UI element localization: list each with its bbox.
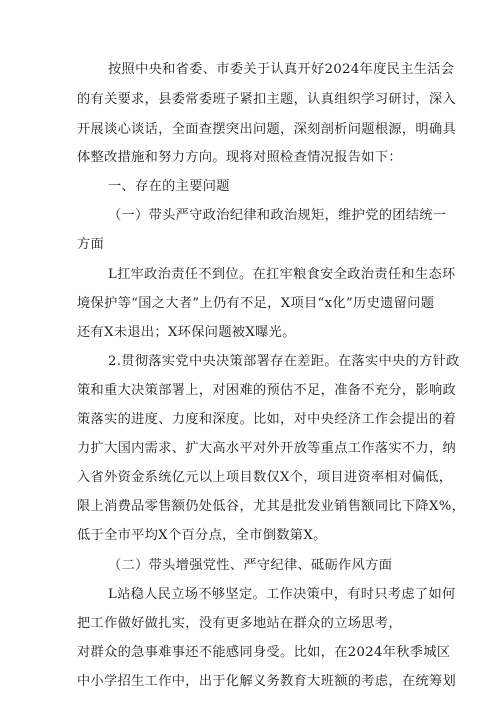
paragraph-item-2-line-5: 入省外资金系统亿元以上项目数仅X个，项目进资率相对偏低， [77, 470, 453, 485]
paragraph-item-1-line-2: 境保护等“国之大者”上仍有不足，X项目“x化”历史遗留问题 [77, 296, 435, 311]
paragraph-item-3-line-1: L站稳人民立场不够坚定。工作决策中，有时只考虑了如何 [108, 587, 456, 602]
paragraph-item-2-line-4: 力扩大国内需求、扩大高水平对外开放等重点工作落实不力，纳 [77, 441, 457, 456]
paragraph-intro-line-1: 按照中央和省委、市委关于认真开好2024年度民主生活会 [108, 62, 455, 77]
paragraph-intro-line-2: 的有关要求，县委常委班子紧扣主题，认真组织学习研讨，深入 [77, 92, 457, 107]
paragraph-item-3-line-3: 对群众的急事难事还不能感同身受。比如，在2024年秋季城区 [77, 645, 451, 660]
paragraph-item-3-line-4: 中小学招生工作中，出于化解义务教育大班额的考虑，在统筹划 [77, 674, 457, 689]
paragraph-item-2-line-2: 策和重大决策部署上，对困难的预估不足，准备不充分，影响政 [77, 383, 457, 398]
paragraph-item-2-line-3: 策落实的进度、力度和深度。比如，对中央经济工作会提出的着 [77, 412, 457, 427]
paragraph-item-2-line-7: 低于全市平均X个百分点，全市倒数第X。 [77, 528, 327, 543]
paragraph-item-3-line-2: 把工作做好做扎实，没有更多地站在群众的立场思考， [77, 616, 402, 631]
paragraph-item-2-line-6: 限上消费品零售额仍处低谷，尤其是批发业销售额同比下降X%， [77, 499, 466, 514]
subsection-heading-1-line-1: （一）带头严守政治纪律和政治规矩，维护党的团结统一 [108, 208, 447, 223]
paragraph-intro-line-4: 体整改措施和努力方向。现将对照检查情况报告如下： [77, 150, 402, 165]
paragraph-item-1-line-1: L扛牢政治责任不到位。在扛牢粮食安全政治责任和生态环 [108, 267, 456, 282]
paragraph-intro-line-3: 开展谈心谈话，全面查摆突出问题，深刻剖析问题根源，明确具 [77, 122, 457, 137]
subsection-heading-1-line-2: 方面 [77, 237, 105, 252]
subsection-heading-2: （二）带头增强党性、严守纪律、砥砺作风方面 [108, 558, 393, 573]
paragraph-item-2-line-1: 2.贯彻落实党中央决策部署存在差距。在落实中央的方针政 [108, 354, 460, 369]
paragraph-item-1-line-3: 还有X未退出；X环保问题被X曝光。 [77, 325, 296, 340]
section-heading-1: 一、存在的主要问题 [108, 179, 230, 194]
